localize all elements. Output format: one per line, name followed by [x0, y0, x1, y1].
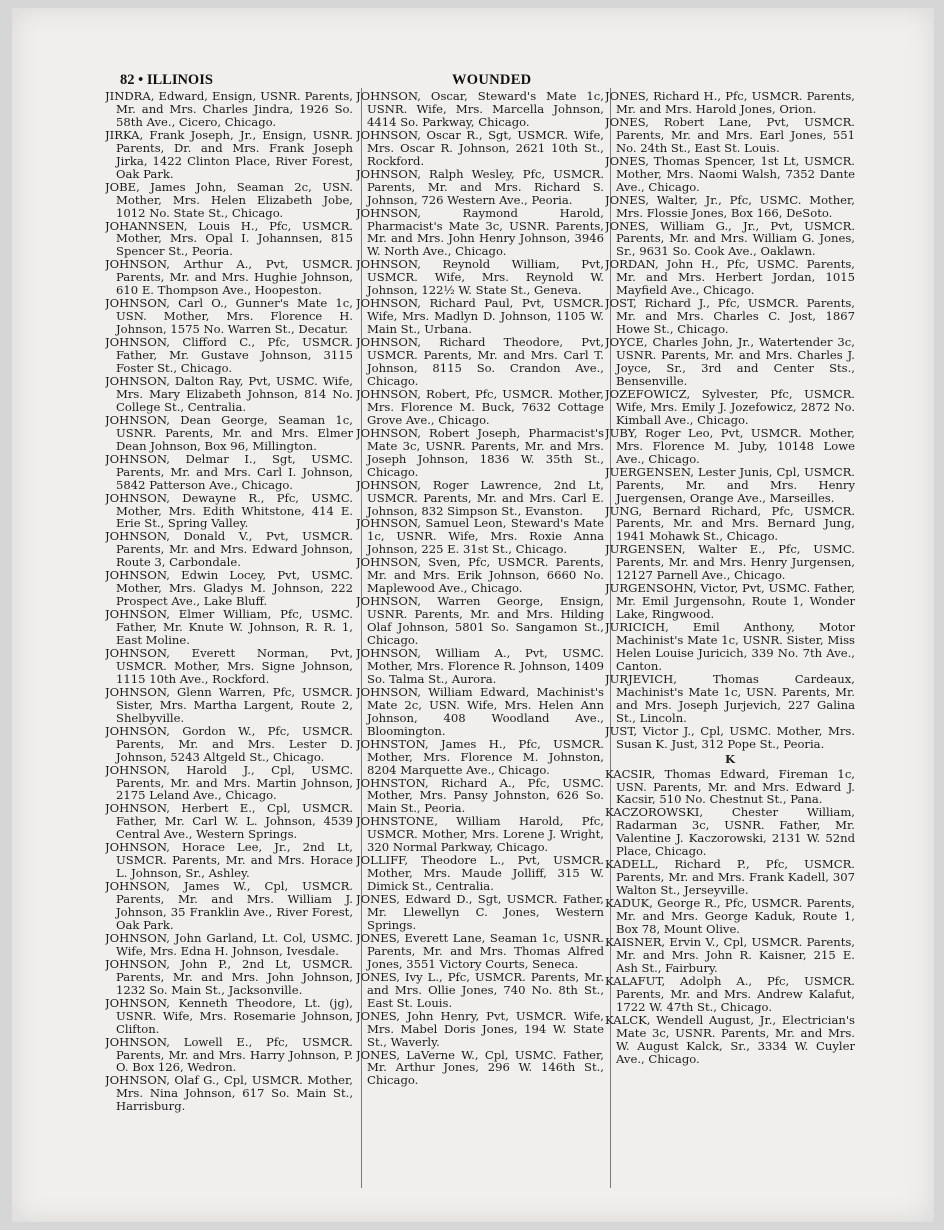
casualty-entry: JOHNSON, Glenn Warren, Pfc, USMCR. Sister, Mrs. Martha Largent, Route 2, Shelbyville.: [105, 684, 353, 725]
casualty-entry: KALCK, Wendell August, Jr., Electrician's Mate 3c, USNR. Parents, Mr. and Mrs. W. August Kalck, Sr., 3334 W. Cuyler Ave., Chicago.: [605, 1012, 855, 1066]
casualty-entry: KADUK, George R., Pfc, USMCR. Parents, Mr. and Mrs. George Kaduk, Route 1, Box 78, Mount Olive.: [605, 896, 855, 936]
casualty-entry: JOHNSON, William A., Pvt, USMC. Mother, Mrs. Florence R. Johnson, 1409 So. Talma St., Aurora.: [356, 645, 604, 686]
casualty-entry: JURJEVICH, Thomas Cardeaux, Machinist's Mate 1c, USN. Parents, Mr. and Mrs. Joseph Jurjevich, 227 Galina St., Lincoln.: [605, 671, 855, 725]
casualty-entry: KADELL, Richard P., Pfc, USMCR. Parents, Mr. and Mrs. Frank Kadell, 307 Walton St., Jerseyville.: [605, 857, 855, 898]
casualty-entry: KALAFUT, Adolph A., Pfc, USMCR. Parents, Mr. and Mrs. Andrew Kalafut, 1722 W. 47th St., Chicago.: [605, 973, 855, 1014]
casualty-entry: JOHNSON, Robert, Pfc, USMCR. Mother, Mrs. Florence M. Buck, 7632 Cottage Grove Ave., Chicago.: [356, 386, 604, 427]
casualty-entry: JOST, Richard J., Pfc, USMCR. Parents, Mr. and Mrs. Charles C. Jost, 1867 Howe St., Chicago.: [605, 296, 855, 337]
casualty-entry: JOHNSON, Edwin Locey, Pvt, USMC. Mother, Mrs. Gladys M. Johnson, 222 Prospect Ave., Lake Bluff.: [105, 568, 353, 609]
casualty-entry: JOHNSON, Lowell E., Pfc, USMCR. Parents, Mr. and Mrs. Harry Johnson, P. O. Box 126, Wedron.: [105, 1034, 353, 1075]
casualty-entry: JOHNSON, Clifford C., Pfc, USMCR. Father, Mr. Gustave Johnson, 3115 Foster St., Chicago.: [105, 335, 353, 376]
casualty-entry: JOHNSON, Herbert E., Cpl, USMCR. Father, Mr. Carl W. L. Johnson, 4539 Central Ave., Western Springs.: [105, 801, 353, 842]
column-3: [605, 90, 855, 1200]
casualty-entry: JOHNSON, Donald V., Pvt, USMCR. Parents, Mr. and Mrs. Edward Johnson, Route 3, Carbondale.: [105, 529, 353, 570]
casualty-entry: JIRKA, Frank Joseph, Jr., Ensign, USNR. Parents, Dr. and Mrs. Frank Joseph Jirka, 1422 Clinton Place, River Forest, Oak Park.: [105, 127, 353, 181]
casualty-entry: JUST, Victor J., Cpl, USMC. Mother, Mrs. Susan K. Just, 312 Pope St., Peoria.: [605, 723, 855, 751]
casualty-entry: JOHNSON, Raymond Harold, Pharmacist's Mate 3c, USNR. Parents, Mr. and Mrs. John Henry Johnson, 3946 W. North Ave., Chicago.: [356, 205, 604, 259]
casualty-entry: JOHNSON, Gordon W., Pfc, USMCR. Parents, Mr. and Mrs. Lester D. Johnson, 5243 Altgeld St., Chicago.: [105, 723, 353, 764]
state-name: ILLINOIS: [146, 72, 213, 88]
page-title: WOUNDED: [452, 72, 532, 88]
casualty-entry: JOHNSON, Roger Lawrence, 2nd Lt, USMCR. Parents, Mr. and Mrs. Carl E. Johnson, 832 Simpson St., Evanston.: [356, 477, 604, 518]
casualty-entry: JOHNSON, Kenneth Theodore, Lt. (jg), USNR. Wife, Mrs. Rosemarie Johnson, Clifton.: [105, 995, 353, 1036]
casualty-entry: JOHNSON, Harold J., Cpl, USMC. Parents, Mr. and Mrs. Martin Johnson, 2175 Leland Ave., Chicago.: [105, 762, 353, 803]
column-2: [356, 90, 604, 1200]
casualty-entry: JOHNSON, Dean George, Seaman 1c, USNR. Parents, Mr. and Mrs. Elmer Dean Johnson, Box 96, Millington.: [105, 412, 353, 453]
casualty-entry: JOHNSON, Arthur A., Pvt, USMCR. Parents, Mr. and Mrs. Hughie Johnson, 610 E. Thompson Ave., Hoopeston.: [105, 257, 353, 298]
casualty-entry: JONES, Edward D., Sgt, USMCR. Father, Mr. Llewellyn C. Jones, Western Springs.: [356, 892, 604, 932]
casualty-entry: JOHNSON, Delmar I., Sgt, USMC. Parents, Mr. and Mrs. Carl I. Johnson, 5842 Patterson Ave., Chicago.: [105, 451, 353, 492]
casualty-entry: JOHNSON, Oscar R., Sgt, USMCR. Wife, Mrs. Oscar R. Johnson, 2621 10th St., Rockford.: [356, 127, 604, 168]
casualty-entry: JOHNSON, Elmer William, Pfc, USMC. Father, Mr. Knute W. Johnson, R. R. 1, East Moline.: [105, 607, 353, 648]
casualty-entry: JOHNSON, James W., Cpl, USMCR. Parents, Mr. and Mrs. William J. Johnson, 35 Franklin Ave., River Forest, Oak Park.: [105, 879, 353, 932]
casualty-entry: KAISNER, Ervin V., Cpl, USMCR. Parents, Mr. and Mrs. John R. Kaisner, 215 E. Ash St., Fairbury.: [605, 934, 855, 975]
casualty-entry: JOHNSON, Robert Joseph, Pharmacist's Mate 3c, USNR. Parents, Mr. and Mrs. Joseph Johnson, 1836 W. 35th St., Chicago.: [356, 425, 604, 479]
casualty-entry: KACSIR, Thomas Edward, Fireman 1c, USN. Parents, Mr. and Mrs. Edward J. Kacsir, 510 No. Chestnut St., Pana.: [605, 766, 855, 807]
casualty-entry: JONES, Ivy L., Pfc, USMCR. Parents, Mr. and Mrs. Ollie Jones, 740 No. 8th St., East St. Louis.: [356, 969, 604, 1010]
casualty-entry: JOHNSON, Reynold William, Pvt, USMCR. Wife, Mrs. Reynold W. Johnson, 122½ W. State St., Geneva.: [356, 257, 604, 298]
casualty-entry: JONES, William G., Jr., Pvt, USMCR. Parents, Mr. and Mrs. William G. Jones, Sr., 9631 So. Cook Ave., Oaklawn.: [605, 218, 855, 259]
casualty-entry: JOHNSON, Dewayne R., Pfc, USMC. Mother, Mrs. Edith Whitstone, 414 E. Erie St., Spring Valley.: [105, 490, 353, 531]
casualty-entry: JOHNSON, Warren George, Ensign, USNR. Parents, Mr. and Mrs. Hilding Olaf Johnson, 5801 So. Sangamon St., Chicago.: [356, 594, 604, 648]
casualty-entry: JOHANNSEN, Louis H., Pfc, USMCR. Mother, Mrs. Opal I. Johannsen, 815 Spencer St., Peoria.: [105, 218, 353, 259]
casualty-entry: JOHNSON, Everett Norman, Pvt, USMCR. Mother, Mrs. Signe Johnson, 1115 10th Ave., Rockford.: [105, 645, 353, 686]
section-letter-heading: K: [724, 751, 736, 766]
casualty-entry: JOHNSON, Samuel Leon, Steward's Mate 1c, USNR. Wife, Mrs. Roxie Anna Johnson, 225 E. 31st St., Chicago.: [356, 516, 604, 557]
casualty-entry: JOHNSON, Horace Lee, Jr., 2nd Lt, USMCR. Parents, Mr. and Mrs. Horace L. Johnson, Sr., Ashley.: [105, 840, 353, 881]
casualty-entry: JURGENSOHN, Victor, Pvt, USMC. Father, Mr. Emil Jurgensohn, Route 1, Wonder Lake, Ringwood.: [605, 581, 855, 622]
casualty-entry: JOHNSON, Carl O., Gunner's Mate 1c, USN. Mother, Mrs. Florence H. Johnson, 1575 No. Warren St., Decatur.: [105, 296, 353, 337]
header-separator: •: [138, 72, 144, 88]
casualty-entry: JONES, Walter, Jr., Pfc, USMC. Mother, Mrs. Flossie Jones, Box 166, DeSoto.: [605, 192, 855, 220]
casualty-entry: JUNG, Bernard Richard, Pfc, USMCR. Parents, Mr. and Mrs. Bernard Jung, 1941 Mohawk St., Chicago.: [605, 503, 855, 544]
casualty-entry: JUERGENSEN, Lester Junis, Cpl, USMCR. Parents, Mr. and Mrs. Henry Juergensen, Orange Ave., Marseilles.: [605, 464, 855, 505]
casualty-entry: JOHNSON, Richard Theodore, Pvt, USMCR. Parents, Mr. and Mrs. Carl T. Johnson, 8115 So. Crandon Ave., Chicago.: [356, 335, 604, 388]
casualty-entry: JOHNSTON, Richard A., Pfc, USMC. Mother, Mrs. Pansy Johnston, 626 So. Main St., Peoria.: [356, 775, 604, 816]
casualty-entry: JOHNSTONE, William Harold, Pfc, USMCR. Mother, Mrs. Lorene J. Wright, 320 Normal Parkway, Chicago.: [356, 814, 604, 855]
casualty-entry: JOHNSON, Oscar, Steward's Mate 1c, USNR. Wife, Mrs. Marcella Johnson, 4414 So. Parkway, Chicago.: [356, 90, 604, 129]
casualty-entry: JOHNSON, William Edward, Machinist's Mate 2c, USN. Wife, Mrs. Helen Ann Johnson, 408 Woodland Ave., Bloomington.: [356, 684, 604, 738]
casualty-entry: JONES, LaVerne W., Cpl, USMC. Father, Mr. Arthur Jones, 296 W. 146th St., Chicago.: [356, 1047, 604, 1088]
column-1: [105, 90, 353, 1200]
casualty-entry: JOHNSON, Ralph Wesley, Pfc, USMCR. Parents, Mr. and Mrs. Richard S. Johnson, 726 Western Ave., Peoria.: [356, 166, 604, 207]
casualty-entry: JONES, Robert Lane, Pvt, USMCR. Parents, Mr. and Mrs. Earl Jones, 551 No. 24th St., East St. Louis.: [605, 114, 855, 155]
casualty-entry: JOYCE, Charles John, Jr., Watertender 3c, USNR. Parents, Mr. and Mrs. Charles J. Joyce, Sr., 3rd and Center Sts., Bensenville.: [605, 335, 855, 388]
casualty-entry: JOHNSON, Olaf G., Cpl, USMCR. Mother, Mrs. Nina Johnson, 617 So. Main St., Harrisburg.: [105, 1073, 353, 1114]
casualty-entry: JOHNSON, Dalton Ray, Pvt, USMC. Wife, Mrs. Mary Elizabeth Johnson, 814 No. College St., Centralia.: [105, 373, 353, 414]
page-header: [120, 72, 880, 90]
casualty-entry: JONES, Richard H., Pfc, USMCR. Parents, Mr. and Mrs. Harold Jones, Orion.: [605, 90, 855, 116]
casualty-entry: JOHNSON, John Garland, Lt. Col, USMC. Wife, Mrs. Edna H. Johnson, Ivesdale.: [105, 930, 353, 958]
casualty-entry: JONES, John Henry, Pvt, USMCR. Wife, Mrs. Mabel Doris Jones, 194 W. State St., Waverly.: [356, 1008, 604, 1049]
casualty-entry: JINDRA, Edward, Ensign, USNR. Parents, Mr. and Mrs. Charles Jindra, 1926 So. 58th Ave., Cicero, Chicago.: [105, 90, 353, 129]
casualty-entry: JORDAN, John H., Pfc, USMC. Parents, Mr. and Mrs. Herbert Jordan, 1015 Mayfield Ave., Chicago.: [605, 257, 855, 298]
casualty-entry: JONES, Thomas Spencer, 1st Lt, USMCR. Mother, Mrs. Naomi Walsh, 7352 Dante Ave., Chicago.: [605, 153, 855, 194]
casualty-entry: JUBY, Roger Leo, Pvt, USMCR. Mother, Mrs. Florence M. Juby, 10148 Lowe Ave., Chicago.: [605, 425, 855, 466]
casualty-entry: JONES, Everett Lane, Seaman 1c, USNR. Parents, Mr. and Mrs. Thomas Alfred Jones, 3551 Victory Courts, Seneca.: [356, 930, 604, 971]
casualty-entry: JOLLIFF, Theodore L., Pvt, USMCR. Mother, Mrs. Maude Jolliff, 315 W. Dimick St., Centralia.: [356, 853, 604, 894]
casualty-entry: JOBE, James John, Seaman 2c, USN. Mother, Mrs. Helen Elizabeth Jobe, 1012 No. State St., Chicago.: [105, 179, 353, 220]
page-number: 82: [120, 72, 135, 88]
casualty-entry: JURICICH, Emil Anthony, Motor Machinist's Mate 1c, USNR. Sister, Miss Helen Louise Juricich, 339 No. 7th Ave., Canton.: [605, 620, 855, 673]
casualty-entry: JOHNSON, Richard Paul, Pvt, USMCR. Wife, Mrs. Madlyn D. Johnson, 1105 W. Main St., Urbana.: [356, 296, 604, 337]
casualty-entry: JOHNSTON, James H., Pfc, USMCR. Mother, Mrs. Florence M. Johnston, 8204 Marquette Ave., Chicago.: [356, 736, 604, 777]
casualty-entry: JOHNSON, Sven, Pfc, USMCR. Parents, Mr. and Mrs. Erik Johnson, 6660 No. Maplewood Ave., Chicago.: [356, 555, 604, 596]
casualty-entry: KACZOROWSKI, Chester William, Radarman 3c, USNR. Father, Mr. Valentine J. Kaczorowski, 2131 W. 52nd Place, Chicago.: [605, 805, 855, 859]
casualty-entry: JURGENSEN, Walter E., Pfc, USMC. Parents, Mr. and Mrs. Henry Jurgensen, 12127 Parnell Ave., Chicago.: [605, 542, 855, 583]
casualty-entry: JOZEFOWICZ, Sylvester, Pfc, USMCR. Wife, Mrs. Emily J. Jozefowicz, 2872 No. Kimball Ave., Chicago.: [605, 386, 855, 427]
casualty-entry: JOHNSON, John P., 2nd Lt, USMCR. Parents, Mr. and Mrs. John Johnson, 1232 So. Main St., Jacksonville.: [105, 956, 353, 997]
